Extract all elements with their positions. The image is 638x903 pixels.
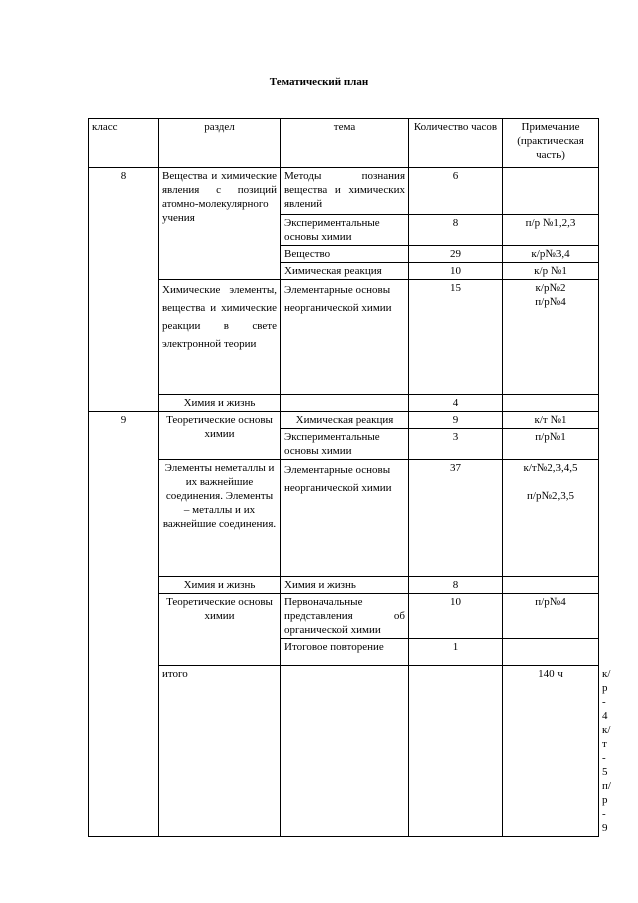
cell-hours: 10 [409, 263, 503, 280]
cell-klass-8: 8 [89, 168, 159, 412]
cell-razdel: Теоретические основы химии [159, 412, 281, 460]
cell-hours: 8 [409, 577, 503, 594]
cell-hours: 140 ч [503, 666, 599, 837]
cell-note: п/р №1,2,3 [503, 215, 599, 246]
table-row [89, 168, 599, 215]
cell-razdel: Химические элементы, вещества и химические реакции в свете электронной теории [159, 280, 281, 395]
cell-hours: 1 [409, 639, 503, 666]
header-tema: тема [281, 119, 409, 168]
table-row [89, 412, 599, 429]
cell-tema: Химическая реакция [281, 263, 409, 280]
cell-tema: Методы познания вещества и химических явлений [281, 168, 409, 215]
cell-note: к/т №1 [503, 412, 599, 429]
cell-note: к/р№2 п/р№4 [503, 280, 599, 395]
cell-hours: 29 [409, 246, 503, 263]
cell-tema [281, 395, 409, 412]
table-header-row [89, 119, 599, 168]
header-klass: класс [89, 119, 159, 168]
cell-tema [409, 666, 503, 837]
cell-tema: Вещество [281, 246, 409, 263]
cell-note: к/т№2,3,4,5 п/р№2,3,5 [503, 460, 599, 577]
cell-razdel [281, 666, 409, 837]
cell-hours: 3 [409, 429, 503, 460]
cell-hours: 6 [409, 168, 503, 215]
table-row [89, 577, 599, 594]
cell-klass: итого [159, 666, 281, 837]
cell-note [503, 395, 599, 412]
cell-tema: Химия и жизнь [281, 577, 409, 594]
cell-note: п/р№4 [503, 594, 599, 639]
cell-tema: Химическая реакция [281, 412, 409, 429]
thematic-plan-table [88, 118, 611, 837]
header-razdel: раздел [159, 119, 281, 168]
header-note: Примечание (практическая часть) [503, 119, 599, 168]
cell-hours: 9 [409, 412, 503, 429]
table-row: итого 140 ч к/р - 4 к/т - 5 п/р - 9 [89, 666, 599, 837]
cell-razdel: Теоретические основы химии [159, 594, 281, 666]
cell-hours: 37 [409, 460, 503, 577]
cell-note: п/р№1 [503, 429, 599, 460]
cell-note [503, 577, 599, 594]
table-row [89, 460, 599, 577]
cell-hours: 8 [409, 215, 503, 246]
cell-note: к/р №1 [503, 263, 599, 280]
table-row [89, 280, 599, 395]
cell-hours: 4 [409, 395, 503, 412]
cell-razdel: Химия и жизнь [159, 395, 281, 412]
cell-note: к/р№3,4 [503, 246, 599, 263]
header-hours: Количество часов [409, 119, 503, 168]
table-row [89, 395, 599, 412]
cell-razdel: Элементы неметаллы и их важнейшие соединения. Элементы – металлы и их важнейшие соединения. [159, 460, 281, 577]
page-title: Тематический план [269, 76, 369, 88]
cell-tema: Элементарные основы неорганической химии [281, 460, 409, 577]
cell-tema: Экспериментальные основы химии [281, 429, 409, 460]
table-row [89, 594, 599, 639]
cell-klass-9: 9 [89, 412, 159, 837]
cell-razdel: Вещества и химические явления с позиций атомно-молекулярного учения [159, 168, 281, 280]
cell-hours: 10 [409, 594, 503, 639]
cell-tema: Элементарные основы неорганической химии [281, 280, 409, 395]
cell-tema: Итоговое повторение [281, 639, 409, 666]
cell-note [503, 168, 599, 215]
cell-tema: Экспериментальные основы химии [281, 215, 409, 246]
cell-tema: Первоначальные представления об органической химии [281, 594, 409, 639]
cell-hours: 15 [409, 280, 503, 395]
cell-note [503, 639, 599, 666]
cell-razdel: Химия и жизнь [159, 577, 281, 594]
